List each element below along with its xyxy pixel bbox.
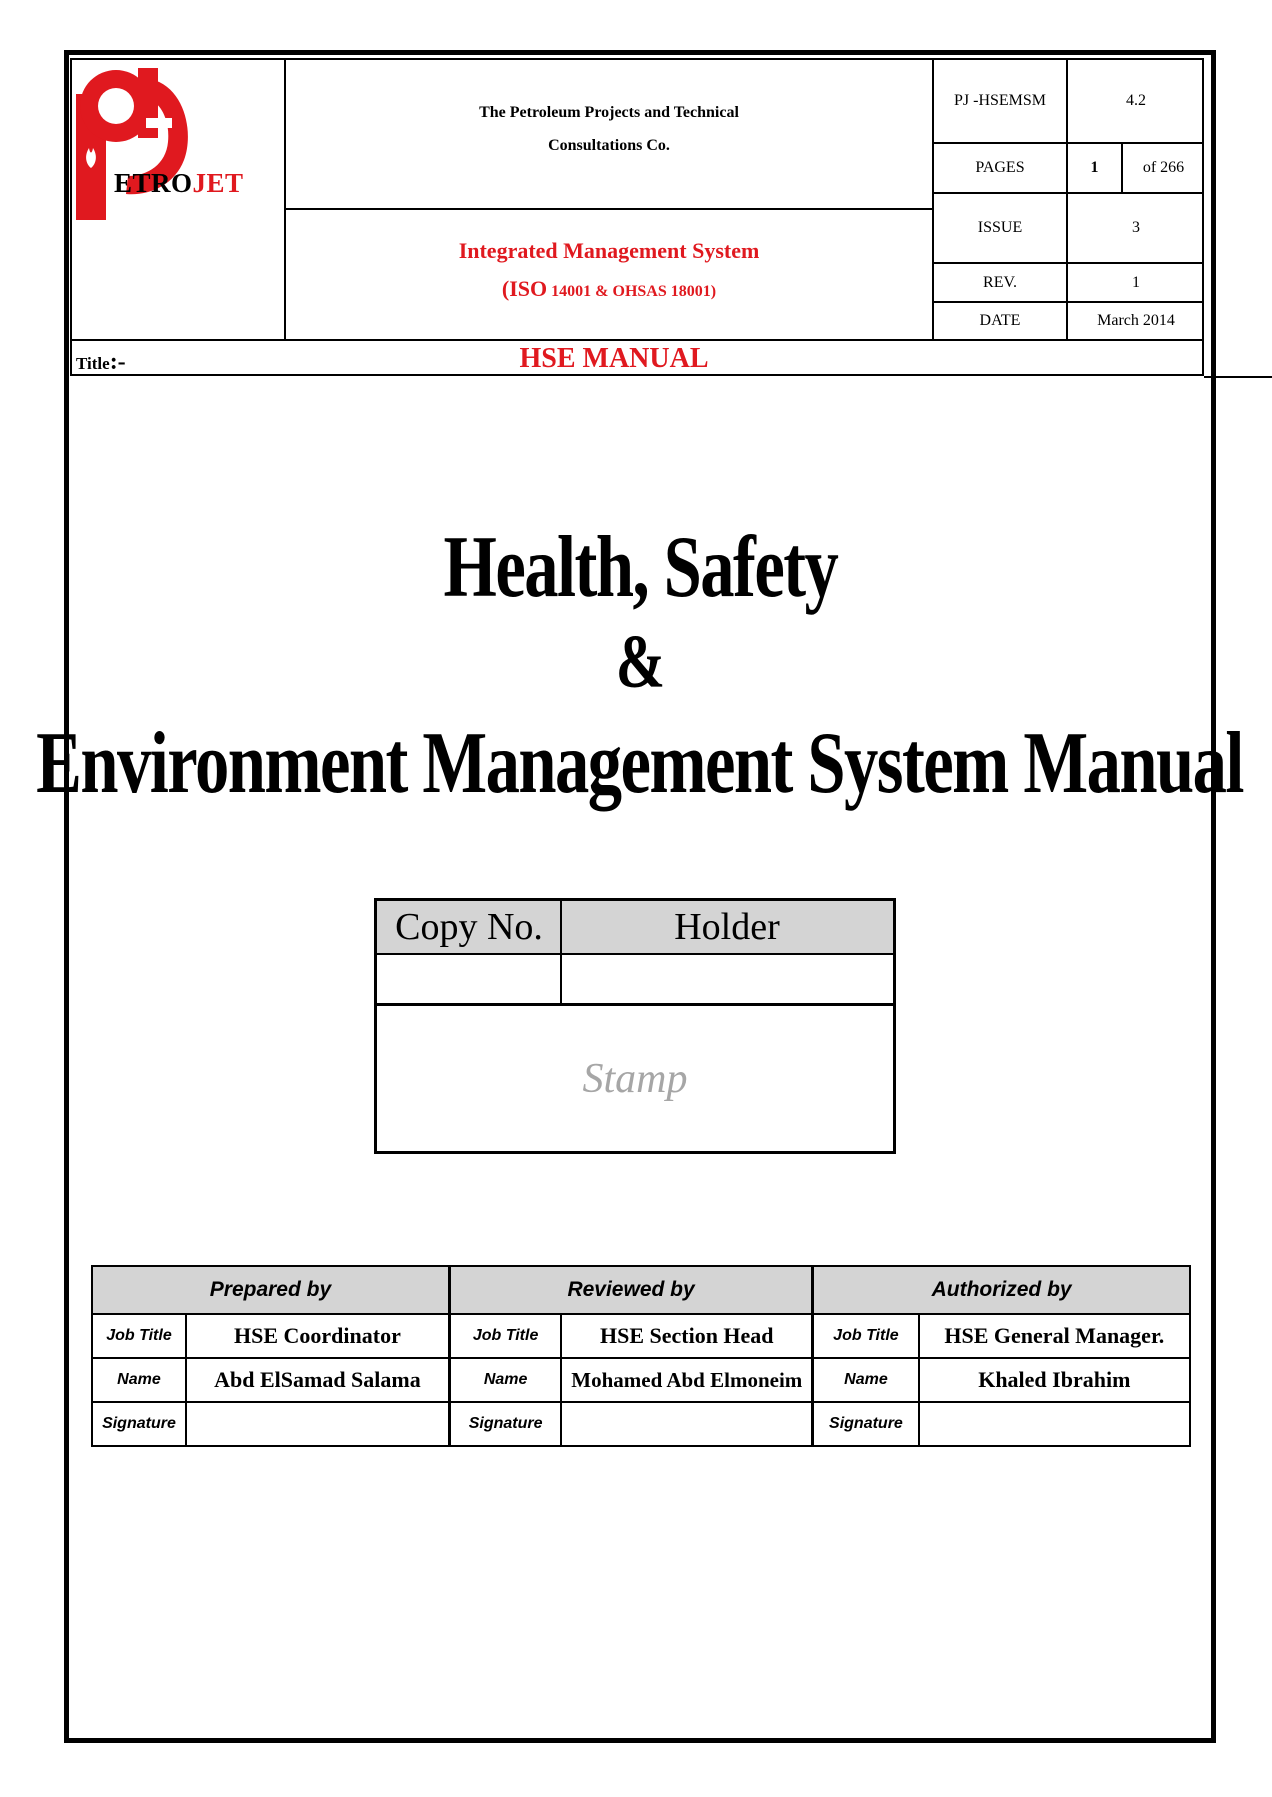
job-title-label: Job Title: [92, 1314, 186, 1358]
main-title-line-1: Health, Safety: [443, 519, 837, 616]
copy-no-header: Copy No.: [377, 901, 561, 953]
doc-code: PJ -HSEMSM: [953, 92, 1047, 109]
approvals-table: [91, 1265, 1191, 1447]
logo-wordmark: [114, 168, 244, 199]
issue-value: 3: [1132, 219, 1140, 236]
date-label: DATE: [979, 312, 1021, 329]
reviewed-by-header: Reviewed by: [449, 1266, 812, 1314]
pages-label: PAGES: [975, 159, 1025, 176]
prepared-signature: [186, 1402, 449, 1446]
copy-holder-box: [374, 898, 896, 1154]
authorized-job-title: HSE General Manager.: [919, 1314, 1190, 1358]
job-title-label: Job Title: [449, 1314, 561, 1358]
approvals-table-wrapper: [91, 1265, 1191, 1447]
standards-numbers: 14001 & OHSAS 18001: [547, 283, 711, 300]
header-divider: [284, 208, 932, 210]
date-value: March 2014: [1097, 312, 1175, 329]
reviewed-signature: [561, 1402, 812, 1446]
prepared-by-header: Prepared by: [92, 1266, 449, 1314]
logo-text-black: ETRO: [114, 168, 193, 198]
prepared-name: Abd ElSamad Salama: [186, 1358, 449, 1402]
name-label: Name: [92, 1358, 186, 1402]
standards-iso: ISO: [509, 276, 548, 301]
issue-label: ISSUE: [977, 219, 1023, 236]
reviewed-job-title: HSE Section Head: [561, 1314, 812, 1358]
authorized-name: Khaled Ibrahim: [919, 1358, 1190, 1402]
company-line-1: The Petroleum Projects and Technical: [479, 104, 739, 121]
rev-value: 1: [1132, 273, 1140, 291]
doc-version: 4.2: [1126, 92, 1146, 109]
signature-label: Signature: [449, 1402, 561, 1446]
signature-label: Signature: [813, 1402, 919, 1446]
management-system: [286, 232, 932, 311]
holder-value: [562, 955, 893, 1003]
page-number: 1: [1090, 159, 1099, 176]
job-title-label: Job Title: [813, 1314, 919, 1358]
holder-header: Holder: [561, 901, 893, 953]
stamp-placeholder: Stamp: [582, 1055, 688, 1102]
title-row-label: [76, 344, 126, 376]
signature-label: Signature: [92, 1402, 186, 1446]
authorized-signature: [919, 1402, 1190, 1446]
petrojet-logo: [76, 64, 282, 224]
main-title-line-3: Environment Management System Manual: [36, 715, 1244, 812]
page-total: of 266: [1142, 159, 1185, 176]
copy-no-value: [377, 955, 560, 1003]
decorative-line: [1204, 376, 1272, 378]
document-title: HSE MANUAL: [519, 343, 709, 374]
logo-text-red: JET: [192, 168, 244, 198]
prepared-job-title: HSE Coordinator: [186, 1314, 449, 1358]
standards-paren-close: ): [710, 283, 717, 300]
main-title-ampersand: &: [616, 620, 664, 704]
petrojet-logo-mark: [76, 64, 282, 224]
company-line-2: Consultations Co.: [548, 137, 670, 154]
system-name: Integrated Management System: [458, 238, 760, 263]
name-label: Name: [813, 1358, 919, 1402]
standards-line: [286, 270, 932, 311]
authorized-by-header: Authorized by: [813, 1266, 1190, 1314]
rev-label: REV.: [983, 273, 1017, 291]
name-label: Name: [449, 1358, 561, 1402]
title-colon: :-: [109, 349, 126, 375]
title-label: Title: [76, 354, 110, 373]
company-name: [286, 94, 932, 164]
reviewed-name: Mohamed Abd Elmoneim: [561, 1358, 812, 1402]
standards-paren-open: (: [501, 276, 510, 301]
main-title-block: [36, 519, 1244, 820]
